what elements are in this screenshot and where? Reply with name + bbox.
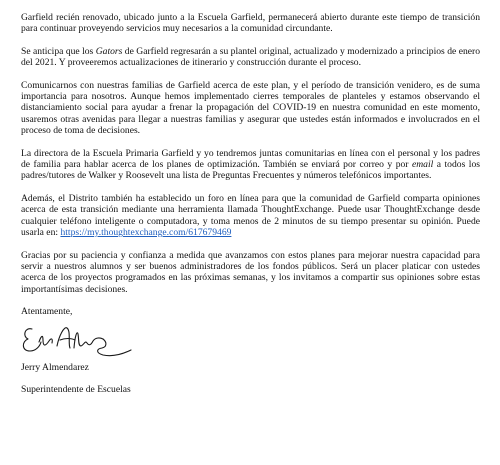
gators-emphasis: Gators (95, 45, 123, 57)
closing-salutation: Atentamente, (21, 306, 73, 318)
handwritten-signature (19, 320, 139, 362)
paragraph-thanks: Gracias por su paciencia y confianza a medida que avanzamos con estos planes para mejorar nuestra capacidad para servir a nuestros alumnos y ser buenos administradores de los fondos públicos. Será un placer platicar con ustedes acerca de los proyectos programados en las próximas semanas, y los invitamos a compartir sus opiniones sobre estas importantísimas decisiones. (21, 249, 480, 295)
paragraph-thoughtexchange (21, 193, 480, 239)
paragraph-community-meetings-end: a todos los padres/tutores de Walker y Roosevelt una lista de Preguntas Frecuentes y números telefónicos importantes. (21, 159, 480, 182)
paragraph-gators-return (21, 46, 480, 69)
signer-title: Superintendente de Escuelas (21, 383, 131, 395)
thoughtexchange-link[interactable]: https://my.thoughtexchange.com/617679469 (60, 227, 232, 239)
paragraph-community-center: Garfield recién renovado, ubicado junto a la Escuela Garfield, permanecerá abierto durante este tiempo de transición para continuar proveyendo servicios muy necesarios a la comunidad circundante. (21, 12, 480, 35)
paragraph-gators-return-start: Se anticipa que los (21, 45, 96, 57)
paragraph-family-communication: Comunicarnos con nuestras familias de Garfield acerca de este plan, y el período de transición venidero, es de suma importancia para nosotros. Aunque hemos implementado cierres temporales de planteles y estamos observando el distanciamiento social para ayudar a frenar la propagación del COVID-19 en nuestra comunidad en este momento, usaremos otras avenidas para llegar a nuestras familias y asegurar que ustedes están informados e involucrados en el proceso de toma de decisiones. (21, 79, 480, 137)
signature-area (21, 320, 480, 362)
signer-name: Jerry Almendarez (21, 361, 89, 373)
paragraph-community-meetings-start: La directora de la Escuela Primaria Garfield y yo tendremos juntas comunitarias en línea con el personal y los padres de familia para hablar acerca de los planes de optimización. También se enviará por correo y por (21, 147, 480, 171)
paragraph-gators-return-end: de Garfield regresarán a su plantel original, actualizado y modernizado a principios de enero del 2021. Y proveeremos actualizaciones de itinerario y construcción durante el proceso. (21, 45, 480, 69)
paragraph-thoughtexchange-text: Además, el Distrito también ha establecido un foro en línea para que la comunidad de Garfield comparta opiniones acerca de esta transición mediante una herramienta llamada ThoughtExchange. Puede usar ThoughtExchange desde cualquier teléfono inteligente o computadora, y toma menos de 2 minutos de su tiempo presentar su opinión. Puede usarla en: (21, 192, 480, 239)
paragraph-community-meetings (21, 148, 480, 182)
email-emphasis: email (411, 159, 434, 171)
